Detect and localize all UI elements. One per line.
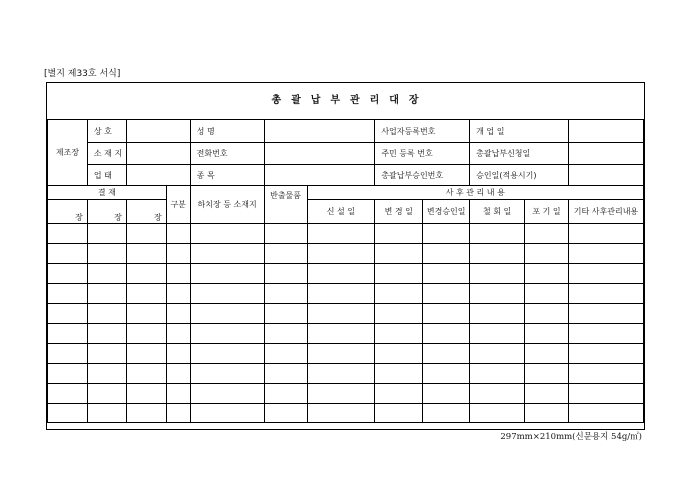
table-cell[interactable] bbox=[568, 404, 643, 423]
header-abandon-date: 포 기 일 bbox=[525, 200, 569, 224]
table-cell[interactable] bbox=[568, 304, 643, 324]
table-cell[interactable] bbox=[470, 264, 525, 284]
table-cell[interactable] bbox=[126, 284, 166, 304]
table-cell[interactable] bbox=[264, 264, 307, 284]
table-cell[interactable] bbox=[190, 244, 264, 264]
field-trade-name[interactable] bbox=[126, 120, 190, 143]
table-cell[interactable] bbox=[423, 404, 470, 423]
label-name: 성 명 bbox=[190, 120, 264, 143]
label-opening-date: 개 업 일 bbox=[470, 120, 569, 143]
table-cell[interactable] bbox=[568, 284, 643, 304]
table-cell[interactable] bbox=[307, 304, 375, 324]
table-cell[interactable] bbox=[525, 224, 569, 244]
table-cell[interactable] bbox=[87, 404, 126, 423]
table-cell[interactable] bbox=[375, 324, 423, 344]
table-cell[interactable] bbox=[264, 304, 307, 324]
table-cell[interactable] bbox=[525, 244, 569, 264]
table-cell[interactable] bbox=[87, 384, 126, 404]
header-change-date: 변 경 일 bbox=[375, 200, 423, 224]
table-cell[interactable] bbox=[525, 264, 569, 284]
table-cell[interactable] bbox=[48, 404, 88, 423]
field-location[interactable] bbox=[126, 143, 190, 165]
table-cell[interactable] bbox=[470, 384, 525, 404]
table-cell[interactable] bbox=[166, 364, 190, 384]
table-cell[interactable] bbox=[375, 244, 423, 264]
table-cell[interactable] bbox=[166, 304, 190, 324]
table-cell[interactable] bbox=[264, 404, 307, 423]
table-cell[interactable] bbox=[568, 324, 643, 344]
table-cell[interactable] bbox=[126, 244, 166, 264]
field-business-type[interactable] bbox=[126, 165, 190, 186]
table-row bbox=[48, 364, 644, 384]
header-row-1 bbox=[48, 186, 644, 200]
table-cell[interactable] bbox=[375, 384, 423, 404]
field-business-item[interactable] bbox=[264, 165, 375, 186]
table-cell[interactable] bbox=[470, 404, 525, 423]
form-label: [별지 제33호 서식] bbox=[44, 69, 121, 79]
header-change-approval-date: 변경승인일 bbox=[423, 200, 470, 224]
label-trade-name: 상 호 bbox=[87, 120, 126, 143]
table-cell[interactable] bbox=[48, 384, 88, 404]
field-approval-date[interactable] bbox=[568, 165, 643, 186]
table-row bbox=[48, 324, 644, 344]
field-opening-date[interactable] bbox=[568, 120, 643, 143]
table-cell[interactable] bbox=[166, 264, 190, 284]
table-cell[interactable] bbox=[470, 224, 525, 244]
label-phone: 전화번호 bbox=[190, 143, 264, 165]
table-cell[interactable] bbox=[423, 304, 470, 324]
table-cell[interactable] bbox=[568, 384, 643, 404]
table-cell[interactable] bbox=[375, 284, 423, 304]
table-cell[interactable] bbox=[525, 384, 569, 404]
table-cell[interactable] bbox=[264, 384, 307, 404]
table-cell[interactable] bbox=[166, 244, 190, 264]
table-cell[interactable] bbox=[307, 284, 375, 304]
table-cell[interactable] bbox=[375, 344, 423, 364]
table-cell[interactable] bbox=[126, 384, 166, 404]
table-cell[interactable] bbox=[264, 344, 307, 364]
table-cell[interactable] bbox=[264, 244, 307, 264]
table-cell[interactable] bbox=[48, 284, 88, 304]
table-cell[interactable] bbox=[48, 364, 88, 384]
table-cell[interactable] bbox=[307, 404, 375, 423]
table-cell[interactable] bbox=[166, 324, 190, 344]
label-approval-date: 승인일(적용시기) bbox=[470, 165, 569, 186]
info-row-2 bbox=[48, 143, 644, 165]
decision-sub-1: 장 bbox=[48, 200, 88, 224]
table-cell[interactable] bbox=[307, 364, 375, 384]
label-business-item: 종 목 bbox=[190, 165, 264, 186]
factory-label: 제조장 bbox=[48, 120, 88, 186]
table-cell[interactable] bbox=[525, 284, 569, 304]
table-cell[interactable] bbox=[568, 344, 643, 364]
table-cell[interactable] bbox=[470, 244, 525, 264]
table-cell[interactable] bbox=[166, 224, 190, 244]
table-cell[interactable] bbox=[423, 324, 470, 344]
header-category: 구분 bbox=[166, 186, 190, 224]
table-cell[interactable] bbox=[190, 224, 264, 244]
table-cell[interactable] bbox=[525, 344, 569, 364]
table-cell[interactable] bbox=[48, 304, 88, 324]
table-cell[interactable] bbox=[126, 404, 166, 423]
table-cell[interactable] bbox=[525, 364, 569, 384]
header-followup: 사 후 관 리 내 용 bbox=[307, 186, 643, 200]
table-cell[interactable] bbox=[307, 224, 375, 244]
label-resident-reg-no: 주민 등록 번호 bbox=[375, 143, 470, 165]
table-cell[interactable] bbox=[568, 264, 643, 284]
label-location: 소 재 지 bbox=[87, 143, 126, 165]
table-cell[interactable] bbox=[423, 364, 470, 384]
table-cell[interactable] bbox=[126, 304, 166, 324]
table-cell[interactable] bbox=[525, 404, 569, 423]
table-cell[interactable] bbox=[568, 244, 643, 264]
table-cell[interactable] bbox=[470, 364, 525, 384]
table-cell[interactable] bbox=[375, 364, 423, 384]
table-cell[interactable] bbox=[190, 324, 264, 344]
label-business-type: 업 태 bbox=[87, 165, 126, 186]
table-cell[interactable] bbox=[423, 344, 470, 364]
table-cell[interactable] bbox=[126, 324, 166, 344]
table-cell[interactable] bbox=[48, 344, 88, 364]
table-cell[interactable] bbox=[48, 324, 88, 344]
field-application-date[interactable] bbox=[568, 143, 643, 165]
field-name[interactable] bbox=[264, 120, 375, 143]
header-other-notes: 기타 사후관리내용 bbox=[568, 200, 643, 224]
table-cell[interactable] bbox=[470, 284, 525, 304]
header-withdrawal-date: 철 회 일 bbox=[470, 200, 525, 224]
table-cell[interactable] bbox=[264, 364, 307, 384]
ledger-form bbox=[46, 82, 645, 430]
table-cell[interactable] bbox=[48, 244, 88, 264]
table-cell[interactable] bbox=[166, 284, 190, 304]
table-cell[interactable] bbox=[375, 224, 423, 244]
table-row bbox=[48, 224, 644, 244]
info-row-3 bbox=[48, 165, 644, 186]
table-cell[interactable] bbox=[190, 284, 264, 304]
table-cell[interactable] bbox=[375, 404, 423, 423]
table-cell[interactable] bbox=[190, 304, 264, 324]
table-cell[interactable] bbox=[423, 264, 470, 284]
table-cell[interactable] bbox=[264, 224, 307, 244]
table-cell[interactable] bbox=[307, 384, 375, 404]
field-phone[interactable] bbox=[264, 143, 375, 165]
table-cell[interactable] bbox=[126, 364, 166, 384]
table-cell[interactable] bbox=[375, 304, 423, 324]
table-cell[interactable] bbox=[190, 264, 264, 284]
table-cell[interactable] bbox=[470, 344, 525, 364]
label-business-reg-no: 사업자등록번호 bbox=[375, 120, 470, 143]
table-cell[interactable] bbox=[190, 344, 264, 364]
info-row-1 bbox=[48, 120, 644, 143]
table-cell[interactable] bbox=[568, 364, 643, 384]
table-cell[interactable] bbox=[307, 324, 375, 344]
table-cell[interactable] bbox=[423, 284, 470, 304]
table-row bbox=[48, 404, 644, 423]
table-cell[interactable] bbox=[307, 264, 375, 284]
table-cell[interactable] bbox=[166, 344, 190, 364]
table-cell[interactable] bbox=[87, 264, 126, 284]
label-application-date: 총괄납부신청일 bbox=[470, 143, 569, 165]
paper-spec: 297mm×210mm(신문용지 54g/㎡) bbox=[500, 432, 642, 442]
table-cell[interactable] bbox=[525, 304, 569, 324]
table-cell[interactable] bbox=[48, 264, 88, 284]
header-item: 반출물품 bbox=[264, 186, 307, 224]
table-row bbox=[48, 344, 644, 364]
header-row-2 bbox=[48, 200, 644, 224]
table-row bbox=[48, 384, 644, 404]
table-cell[interactable] bbox=[423, 224, 470, 244]
table-cell[interactable] bbox=[375, 264, 423, 284]
table-cell[interactable] bbox=[87, 324, 126, 344]
header-established-date: 신 설 일 bbox=[307, 200, 375, 224]
table-cell[interactable] bbox=[525, 324, 569, 344]
table-cell[interactable] bbox=[190, 404, 264, 423]
table-cell[interactable] bbox=[87, 284, 126, 304]
table-cell[interactable] bbox=[87, 224, 126, 244]
table-cell[interactable] bbox=[126, 264, 166, 284]
table-cell[interactable] bbox=[423, 384, 470, 404]
table-cell[interactable] bbox=[87, 244, 126, 264]
table-cell[interactable] bbox=[423, 244, 470, 264]
table-cell[interactable] bbox=[126, 344, 166, 364]
decision-sub-3: 장 bbox=[126, 200, 166, 224]
ledger-table bbox=[47, 119, 644, 423]
header-location: 하치장 등 소재지 bbox=[190, 186, 264, 224]
table-cell[interactable] bbox=[470, 324, 525, 344]
table-cell[interactable] bbox=[87, 344, 126, 364]
table-cell[interactable] bbox=[48, 224, 88, 244]
table-cell[interactable] bbox=[190, 364, 264, 384]
table-cell[interactable] bbox=[190, 384, 264, 404]
table-cell[interactable] bbox=[470, 304, 525, 324]
table-cell[interactable] bbox=[307, 344, 375, 364]
table-cell[interactable] bbox=[568, 224, 643, 244]
form-title: 총 괄 납 부 관 리 대 장 bbox=[271, 95, 420, 106]
table-row bbox=[48, 304, 644, 324]
decision-sub-2: 장 bbox=[87, 200, 126, 224]
table-cell[interactable] bbox=[307, 244, 375, 264]
table-row bbox=[48, 264, 644, 284]
table-cell[interactable] bbox=[87, 304, 126, 324]
label-approval-no: 총괄납부승인번호 bbox=[375, 165, 470, 186]
table-cell[interactable] bbox=[126, 224, 166, 244]
table-cell[interactable] bbox=[264, 324, 307, 344]
table-cell[interactable] bbox=[166, 384, 190, 404]
table-cell[interactable] bbox=[166, 404, 190, 423]
title-box bbox=[47, 83, 644, 120]
table-cell[interactable] bbox=[264, 284, 307, 304]
header-decision: 결 재 bbox=[48, 186, 167, 200]
table-row bbox=[48, 284, 644, 304]
table-row bbox=[48, 244, 644, 264]
table-cell[interactable] bbox=[87, 364, 126, 384]
